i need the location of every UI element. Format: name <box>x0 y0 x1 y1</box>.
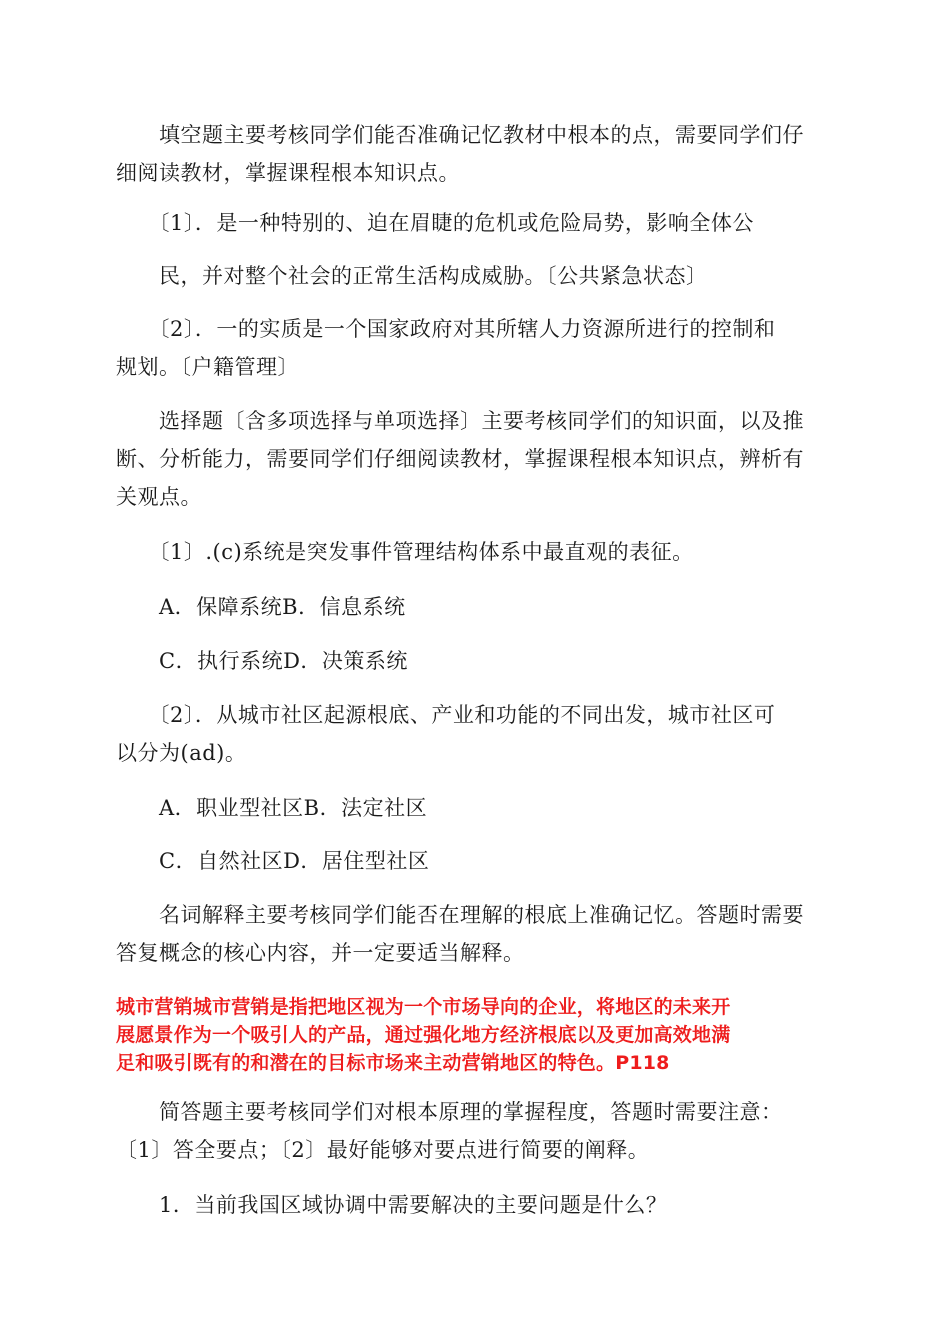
multiple-choice-question-2 <box>116 696 836 772</box>
multiple-choice-intro-paragraph <box>116 402 836 516</box>
text-line: 〔2〕．从城市社区起源根底、产业和功能的不同出发，城市社区可 <box>116 703 776 727</box>
text-line: A．保障系统B．信息系统 <box>116 595 406 619</box>
text-line: 以分为(ad)。 <box>116 741 247 765</box>
highlight-line: 展愿景作为一个吸引人的产品，通过强化地方经济根底以及更加高效地满 <box>116 1024 731 1046</box>
text-line: C．执行系统D．决策系统 <box>116 649 408 673</box>
multiple-choice-question-1-options-cd <box>116 642 836 680</box>
term-explanation-intro-paragraph <box>116 896 836 972</box>
text-line: 答复概念的核心内容，并一定要适当解释。 <box>116 941 525 965</box>
multiple-choice-question-1 <box>116 533 836 571</box>
text-line: 填空题主要考核同学们能否准确记忆教材中根本的点，需要同学们仔 <box>116 123 804 147</box>
text-line: 简答题主要考核同学们对根本原理的掌握程度，答题时需要注意： <box>116 1100 783 1124</box>
short-answer-intro-paragraph <box>116 1093 836 1169</box>
text-line: 〔1〕．是一种特别的、迫在眉睫的危机或危险局势，影响全体公 <box>116 211 754 235</box>
highlight-line: 足和吸引既有的和潜在的目标市场来主动营销地区的特色。P118 <box>116 1052 670 1074</box>
text-line: 关观点。 <box>116 485 202 509</box>
highlighted-term-definition <box>116 993 836 1077</box>
text-line: 选择题〔含多项选择与单项选择〕主要考核同学们的知识面，以及推 <box>116 409 804 433</box>
short-answer-question-1 <box>116 1186 836 1224</box>
text-line: 〔1〕.(c)系统是突发事件管理结构体系中最直观的表征。 <box>116 540 694 564</box>
text-line: 民，并对整个社会的正常生活构成威胁。〔公共紧急状态〕 <box>116 264 708 288</box>
fill-in-question-2 <box>116 310 836 386</box>
text-line: A．职业型社区B．法定社区 <box>116 796 428 820</box>
fill-in-question-1-line-2 <box>116 257 836 295</box>
highlight-line: 城市营销城市营销是指把地区视为一个市场导向的企业，将地区的未来开 <box>116 996 731 1018</box>
text-line: 规划。〔户籍管理〕 <box>116 355 299 379</box>
text-line: 断、分析能力，需要同学们仔细阅读教材，掌握课程根本知识点，辨析有 <box>116 447 804 471</box>
text-line: 1．当前我国区域协调中需要解决的主要问题是什么？ <box>116 1193 668 1217</box>
text-line: C．自然社区D．居住型社区 <box>116 849 430 873</box>
multiple-choice-question-2-options-ab <box>116 789 836 827</box>
fill-in-intro-paragraph <box>116 116 836 192</box>
multiple-choice-question-1-options-ab <box>116 588 836 626</box>
text-line: 细阅读教材，掌握课程根本知识点。 <box>116 161 460 185</box>
text-line: 名词解释主要考核同学们能否在理解的根底上准确记忆。答题时需要 <box>116 903 804 927</box>
multiple-choice-question-2-options-cd <box>116 842 836 880</box>
text-line: 〔1〕答全要点；〔2〕最好能够对要点进行简要的阐释。 <box>116 1138 650 1162</box>
fill-in-question-1-line-1 <box>116 204 836 242</box>
text-line: 〔2〕．一的实质是一个国家政府对其所辖人力资源所进行的控制和 <box>116 317 776 341</box>
